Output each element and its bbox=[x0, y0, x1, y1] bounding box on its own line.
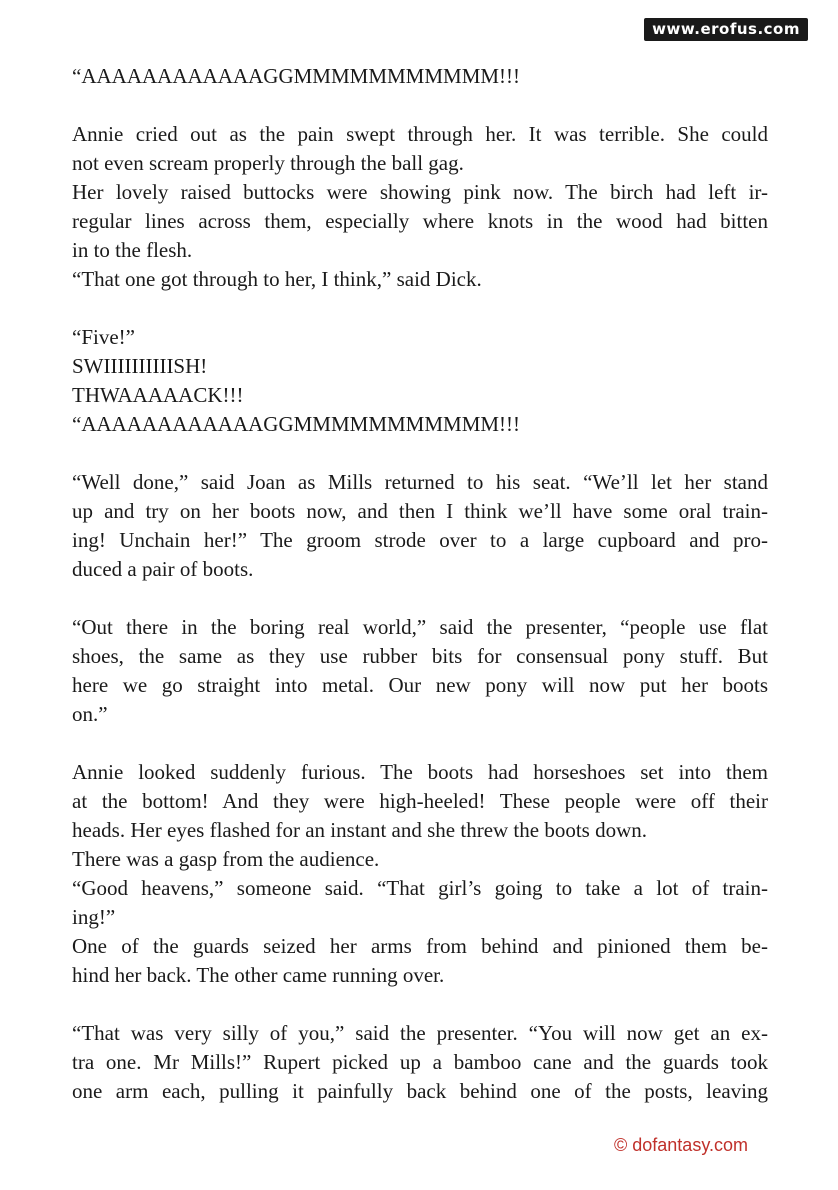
text-line: up and try on her boots now, and then I think we’ll have some oral train- bbox=[72, 499, 768, 523]
paragraph bbox=[72, 613, 768, 729]
copyright-notice: © dofantasy.com bbox=[614, 1135, 748, 1155]
text-line: on.” bbox=[72, 702, 108, 726]
text-line: Annie cried out as the pain swept through her. It was terrible. She could bbox=[72, 122, 768, 146]
text-line: “That one got through to her, I think,” said Dick. bbox=[72, 267, 482, 291]
paragraph bbox=[72, 120, 768, 294]
text-line: SWIIIIIIIIIISH! bbox=[72, 354, 208, 378]
text-line: in to the flesh. bbox=[72, 238, 193, 262]
text-line: regular lines across them, especially where knots in the wood had bitten bbox=[72, 209, 768, 233]
text-line: “That was very silly of you,” said the presenter. “You will now get an ex- bbox=[72, 1021, 768, 1045]
text-line: at the bottom! And they were high-heeled! These people were off their bbox=[72, 789, 768, 813]
text-line: “Good heavens,” someone said. “That girl’s going to take a lot of train- bbox=[72, 876, 768, 900]
text-line: heads. Her eyes flashed for an instant and she threw the boots down. bbox=[72, 818, 648, 842]
text-line: “Out there in the boring real world,” said the presenter, “people use flat bbox=[72, 615, 768, 639]
paragraph-gap bbox=[72, 729, 768, 758]
text-line: THWAAAAACK!!! bbox=[72, 383, 244, 407]
text-line: ing!” bbox=[72, 905, 116, 929]
text-line: Her lovely raised buttocks were showing pink now. The birch had left ir- bbox=[72, 180, 768, 204]
text-line: “AAAAAAAAAAAAGGMMMMMMMMMMM!!! bbox=[72, 412, 521, 436]
paragraph bbox=[72, 758, 768, 990]
paragraph-gap bbox=[72, 91, 768, 120]
text-line: “Well done,” said Joan as Mills returned to his seat. “We’ll let her stand bbox=[72, 470, 768, 494]
text-line: “Five!” bbox=[72, 325, 135, 349]
text-line: One of the guards seized her arms from behind and pinioned them be- bbox=[72, 934, 768, 958]
text-line: not even scream properly through the ball gag. bbox=[72, 151, 464, 175]
paragraph bbox=[72, 323, 768, 439]
text-line: duced a pair of boots. bbox=[72, 557, 254, 581]
text-line: hind her back. The other came running over. bbox=[72, 963, 445, 987]
paragraph-gap bbox=[72, 439, 768, 468]
paragraph bbox=[72, 1019, 768, 1106]
paragraph-gap bbox=[72, 990, 768, 1019]
text-line: ing! Unchain her!” The groom strode over to a large cupboard and pro- bbox=[72, 528, 768, 552]
text-line: one arm each, pulling it painfully back behind one of the posts, leaving bbox=[72, 1079, 768, 1103]
text-line: shoes, the same as they use rubber bits for consensual pony stuff. But bbox=[72, 644, 768, 668]
story-text bbox=[72, 62, 768, 1106]
text-line: here we go straight into metal. Our new pony will now put her boots bbox=[72, 673, 768, 697]
text-line: There was a gasp from the audience. bbox=[72, 847, 380, 871]
text-line: tra one. Mr Mills!” Rupert picked up a bamboo cane and the guards took bbox=[72, 1050, 768, 1074]
paragraph bbox=[72, 62, 768, 91]
paragraph-gap bbox=[72, 294, 768, 323]
paragraph bbox=[72, 468, 768, 584]
site-watermark: www.erofus.com bbox=[644, 18, 808, 41]
text-line: Annie looked suddenly furious. The boots had horseshoes set into them bbox=[72, 760, 768, 784]
paragraph-gap bbox=[72, 584, 768, 613]
text-line: “AAAAAAAAAAAAGGMMMMMMMMMMM!!! bbox=[72, 64, 521, 88]
